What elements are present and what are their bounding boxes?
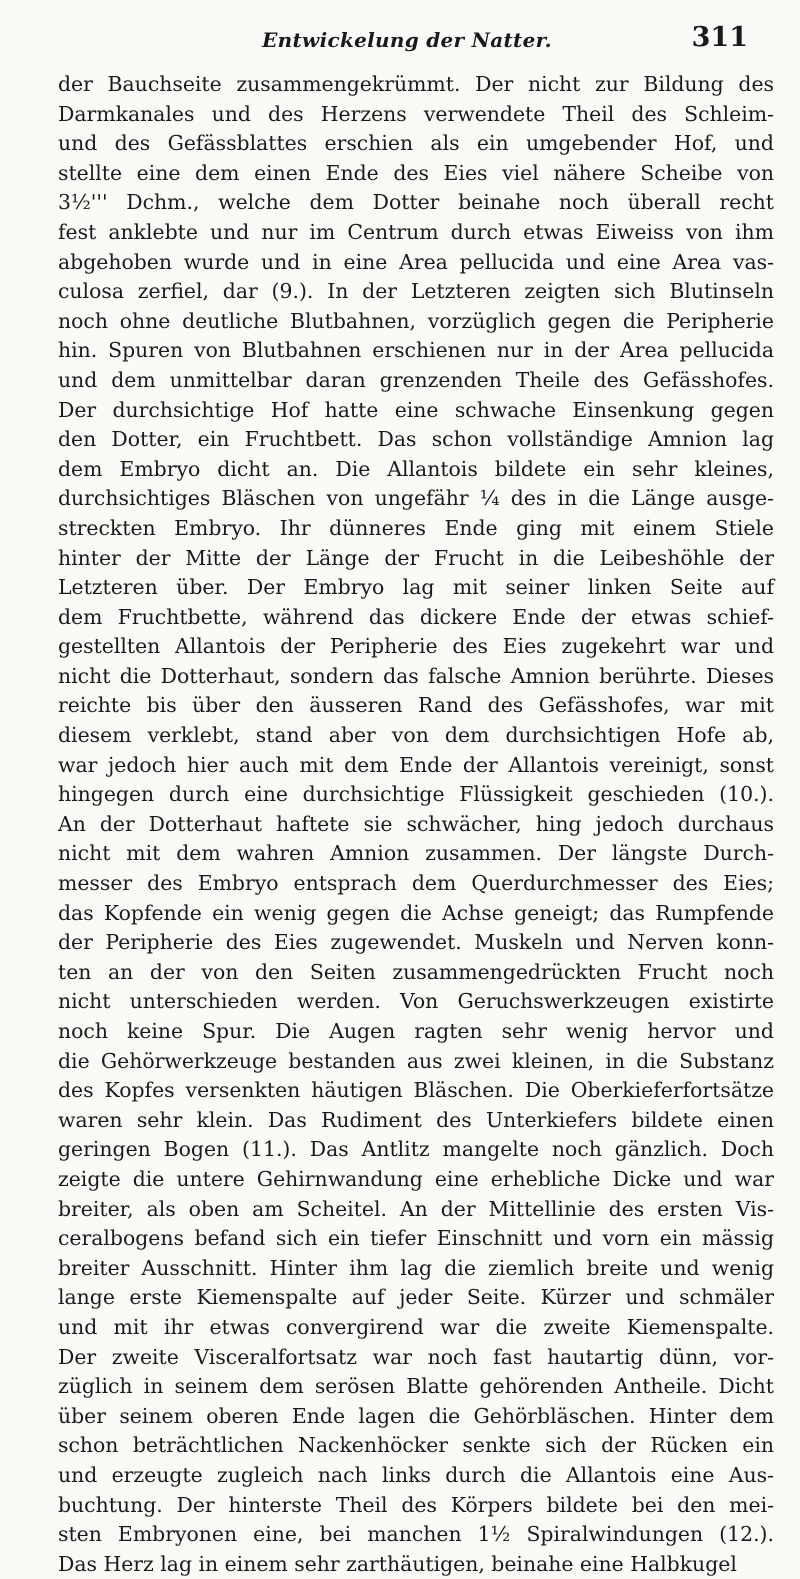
text-line: schon beträchtlichen Nackenhöcker senkte sich der Rücken ein [58, 1433, 774, 1458]
text-line: nicht die Dotterhaut, sondern das falsche Amnion berührte. Dieses [58, 663, 774, 688]
text-line: lange erste Kiemenspalte auf jeder Seite. Kürzer und schmäler [58, 1285, 774, 1310]
text-line: hin. Spuren von Blutbahnen erschienen nur in der Area pellucida [58, 338, 774, 363]
text-line: den Dotter, ein Fruchtbett. Das schon vollständige Amnion lag [58, 427, 774, 452]
text-line: hinter der Mitte der Länge der Frucht in die Leibeshöhle der [58, 545, 774, 570]
text-line: und mit ihr etwas convergirend war die zweite Kiemenspalte. [58, 1314, 774, 1339]
text-line: 3½''' Dchm., welche dem Dotter beinahe noch überall recht [58, 190, 774, 215]
text-line: diesem verklebt, stand aber von dem durchsichtigen Hofe ab, [58, 723, 774, 748]
text-line: ceralbogens befand sich ein tiefer Einschnitt und vorn ein mässig [58, 1226, 774, 1251]
text-line: und dem unmittelbar daran grenzenden Theile des Gefässhofes. [58, 367, 774, 392]
text-line: fest anklebte und nur im Centrum durch etwas Eiweiss von ihm [58, 219, 774, 244]
text-line: streckten Embryo. Ihr dünneres Ende ging mit einem Stiele [58, 515, 774, 540]
text-line: die Gehörwerkzeuge bestanden aus zwei kleinen, in die Substanz [58, 1048, 774, 1073]
text-line: des Kopfes versenkten häutigen Bläschen. Die Oberkieferfortsätze [58, 1078, 774, 1103]
text-line: gestellten Allantois der Peripherie des Eies zugekehrt war und [58, 634, 774, 659]
text-line: der Peripherie des Eies zugewendet. Muskeln und Nerven konn- [58, 930, 774, 955]
text-line: waren sehr klein. Das Rudiment des Unterkiefers bildete einen [58, 1107, 774, 1132]
text-line: An der Dotterhaut haftete sie schwächer, hing jedoch durchaus [58, 811, 774, 836]
text-line: Der zweite Visceralfortsatz war noch fast hautartig dünn, vor- [58, 1344, 774, 1369]
text-line: Der durchsichtige Hof hatte eine schwache Einsenkung gegen [58, 397, 774, 422]
text-line: reichte bis über den äusseren Rand des Gefässhofes, war mit [58, 693, 774, 718]
text-line: dem Fruchtbette, während das dickere Ende der etwas schief- [58, 604, 774, 629]
text-line: sten Embryonen eine, bei manchen 1½ Spiralwindungen (12.). [58, 1522, 774, 1547]
text-line: zeigte die untere Gehirnwandung eine erhebliche Dicke und war [58, 1166, 774, 1191]
body-text [58, 70, 774, 1579]
text-line: buchtung. Der hinterste Theil des Körpers bildete bei den mei- [58, 1492, 774, 1517]
running-title: Entwickelung der Natter. [262, 28, 552, 52]
text-line: züglich in seinem dem serösen Blatte gehörenden Antheile. Dicht [58, 1374, 774, 1399]
page-number: 311 [691, 22, 748, 53]
text-line: geringen Bogen (11.). Das Antlitz mangelte noch gänzlich. Doch [58, 1137, 774, 1162]
text-line: hingegen durch eine durchsichtige Flüssigkeit geschieden (10.). [58, 782, 774, 807]
text-line: breiter, als oben am Scheitel. An der Mittellinie des ersten Vis- [58, 1196, 774, 1221]
text-line: stellte eine dem einen Ende des Eies viel nähere Scheibe von [58, 160, 774, 185]
text-line: Darmkanales und des Herzens verwendete Theil des Schleim- [58, 101, 774, 126]
text-line: noch ohne deutliche Blutbahnen, vorzüglich gegen die Peripherie [58, 308, 774, 333]
text-line: durchsichtiges Bläschen von ungefähr ¼ des in die Länge ausge- [58, 486, 774, 511]
text-line: noch keine Spur. Die Augen ragten sehr wenig hervor und [58, 1019, 774, 1043]
text-line: und erzeugte zugleich nach links durch die Allantois eine Aus- [58, 1462, 774, 1487]
text-line: culosa zerfiel, dar (9.). In der Letzteren zeigten sich Blutinseln [58, 279, 774, 304]
text-line: Letzteren über. Der Embryo lag mit seiner linken Seite auf [58, 575, 774, 600]
text-line: dem Embryo dicht an. Die Allantois bildete ein sehr kleines, [58, 456, 774, 481]
text-line: ten an der von den Seiten zusammengedrückten Frucht noch [58, 959, 774, 984]
text-line: der Bauchseite zusammengekrümmt. Der nicht zur Bildung des [58, 72, 774, 96]
text-line: messer des Embryo entsprach dem Querdurchmesser des Eies; [58, 871, 774, 896]
text-line: abgehoben wurde und in eine Area pellucida und eine Area vas- [58, 249, 774, 274]
page-header [62, 20, 752, 60]
text-line: das Kopfende ein wenig gegen die Achse geneigt; das Rumpfende [58, 900, 774, 925]
text-line: breiter Ausschnitt. Hinter ihm lag die ziemlich breite und wenig [58, 1255, 774, 1280]
text-line: nicht unterschieden werden. Von Geruchswerkzeugen existirte [58, 989, 774, 1014]
text-line: über seinem oberen Ende lagen die Gehörbläschen. Hinter dem [58, 1403, 774, 1428]
text-line: und des Gefässblattes erschien als ein umgebender Hof, und [58, 131, 774, 156]
text-line: Das Herz lag in einem sehr zarthäutigen, beinahe eine Halbkugel [58, 1551, 737, 1576]
text-line: war jedoch hier auch mit dem Ende der Allantois vereinigt, sonst [58, 752, 774, 777]
text-line: nicht mit dem wahren Amnion zusammen. Der längste Durch- [58, 841, 774, 866]
